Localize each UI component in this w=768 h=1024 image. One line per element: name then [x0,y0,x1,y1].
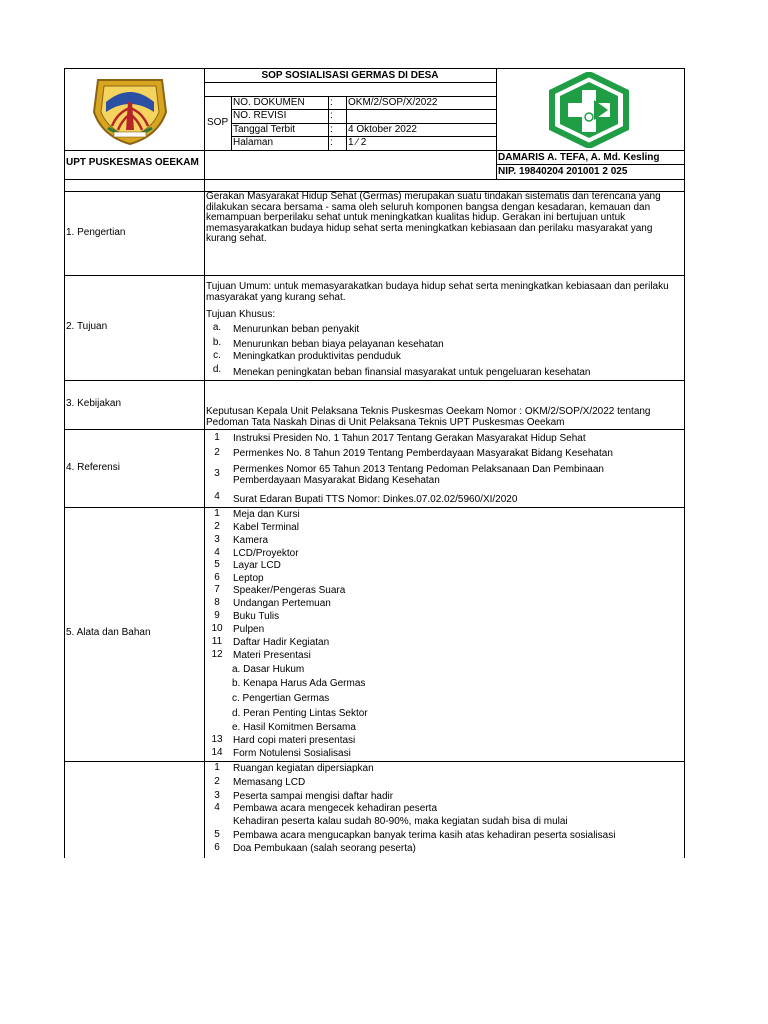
list-item: LCD/Proyektor [233,548,299,559]
issue-date-colon: : [330,124,333,135]
list-item-number: 2 [214,776,220,787]
tujuan-khusus-label: Tujuan Khusus: [206,309,276,320]
kebijakan-text: Keputusan Kepala Unit Pelaksana Teknis Puskesmas Oeekam Nomor : OKM/2/SOP/X/2022 tentang Pedoman Tata Naskah Dinas di Unit Pelaksana Teknis UPT Puskesmas Oeekam [206,406,651,428]
signer-nip: NIP. 19840204 201001 2 025 [498,166,628,177]
list-item-number: 8 [214,597,220,608]
list-item: Undangan Pertemuan [233,598,331,609]
list-item-marker: a. [212,322,222,333]
list-item-number: 1 [214,762,220,773]
page-colon: : [330,137,333,148]
list-item-number: 10 [211,623,223,634]
list-item-marker: c. [213,350,221,361]
list-item-number: 5 [214,829,220,840]
sop-title: SOP SOSIALISASI GERMAS DI DESA [261,70,439,81]
list-item-number: 14 [211,747,223,758]
list-sub-item: d. Peran Penting Lintas Sektor [232,708,368,719]
page-label: Halaman [233,137,274,148]
issue-date-value: 4 Oktober 2022 [348,124,417,135]
regional-seal-logo [88,72,172,148]
list-item-number: 3 [214,790,220,801]
list-item: Pembawa acara mengucapkan banyak terima kasih atas kehadiran peserta sosialisasi [233,830,616,841]
list-item: Menekan peningkatan beban finansial masyarakat untuk pengeluaran kesehatan [233,367,591,378]
list-item-note: Kehadiran peserta kalau sudah 80-90%, maka kegiatan sudah bisa di mulai [233,816,568,827]
list-item: Daftar Hadir Kegiatan [233,637,330,648]
doc-number-label: NO. DOKUMEN [233,97,305,108]
list-item: Form Notulensi Sosialisasi [233,748,351,759]
list-item: Layar LCD [233,560,281,571]
organization-name: UPT PUSKESMAS OEEKAM [66,157,199,168]
list-item: Meja dan Kursi [233,509,300,520]
list-item-number: 2 [214,521,220,532]
list-item-number: 5 [214,559,220,570]
list-sub-item: c. Pengertian Germas [232,693,330,704]
list-item-number: 12 [211,649,223,660]
list-item-number: 1 [214,432,220,443]
list-item: Surat Edaran Bupati TTS Nomor: Dinkes.07.02.02/5960/XI/2020 [233,494,518,505]
doc-number-value: OKM/2/SOP/X/2022 [348,97,438,108]
list-item: Menurunkan beban biaya pelayanan kesehatan [233,339,444,350]
section-label-pengertian: 1. Pengertian [66,227,126,238]
revision-label: NO. REVISI [233,110,287,121]
list-item: Permenkes Nomor 65 Tahun 2013 Tentang Pedoman Pelaksanaan Dan Pembinaan Pemberdayaan Masyarakat Bidang Kesehatan [233,464,604,486]
section-label-kebijakan: 3. Kebijakan [66,398,122,409]
list-item: Menurunkan beban penyakit [233,324,360,335]
section-label-tujuan: 2. Tujuan [66,321,108,332]
signer-name: DAMARIS A. TEFA, A. Md. Kesling [498,152,660,163]
list-item-number: 11 [211,636,223,647]
list-item-number: 7 [214,584,220,595]
list-item: Leptop [233,573,264,584]
list-item-marker: d. [212,364,222,375]
list-item: Materi Presentasi [233,650,311,661]
page-value: 1 ⁄ 2 [348,137,367,148]
list-item: Instruksi Presiden No. 1 Tahun 2017 Tentang Gerakan Masyarakat Hidup Sehat [233,433,586,444]
list-item-number: 3 [214,534,220,545]
list-item: Pembawa acara mengecek kehadiran peserta [233,803,438,814]
section-label-referensi: 4. Referensi [66,462,120,473]
list-item: Pulpen [233,624,265,635]
list-item-number: 4 [214,802,220,813]
list-item-number: 6 [214,842,220,853]
list-sub-item: a. Dasar Hukum [232,664,305,675]
list-item-number: 3 [214,468,220,479]
list-item-number: 4 [214,491,220,502]
sop-label: SOP [207,117,229,128]
list-item: Permenkes No. 8 Tahun 2019 Tentang Pemberdayaan Masyarakat Bidang Kesehatan [233,448,613,459]
list-item-number: 4 [214,547,220,558]
list-item: Doa Pembukaan (salah seorang peserta) [233,843,416,854]
list-item: Hard copi materi presentasi [233,735,356,746]
list-sub-item: e. Hasil Komitmen Bersama [232,722,356,733]
list-item-number: 2 [214,447,220,458]
list-item-marker: b. [212,337,222,348]
list-item-number: 13 [211,734,223,745]
list-item: Memasang LCD [233,777,306,788]
pengertian-text: Gerakan Masyarakat Hidup Sehat (Germas) merupakan suatu tindakan sistematis dan terencana yang dilakukan secara bersama - sama oleh seluruh komponen bangsa dengan kesadaran, kemauan dan kemampuan berperilaku sehat untuk meningkatkan kualitas hidup. Gerakan ini bertujuan untuk memasyarakatkan budaya hidup sehat serta meningkatkan kebiasaan dan perilaku masyarakat yang kurang sehat. [206,191,661,245]
puskesmas-logo [548,72,630,148]
tujuan-umum-text: Tujuan Umum: untuk memasyarakatkan budaya hidup sehat serta meningkatkan kebiasaan dan perilaku masyarakat yang kurang sehat. [206,281,669,303]
list-sub-item: b. Kenapa Harus Ada Germas [232,678,366,689]
list-item: Peserta sampai mengisi daftar hadir [233,791,394,802]
issue-date-label: Tanggal Terbit [233,124,296,135]
list-item-number: 1 [214,508,220,519]
revision-colon: : [330,110,333,121]
list-item-number: 9 [214,610,220,621]
list-item: Speaker/Pengeras Suara [233,585,346,596]
list-item: Ruangan kegiatan dipersiapkan [233,763,374,774]
list-item: Meningkatkan produktivitas penduduk [233,351,401,362]
list-item: Kamera [233,535,269,546]
list-item-number: 6 [214,572,220,583]
list-item: Kabel Terminal [233,522,299,533]
section-label-alat: 5. Alata dan Bahan [66,627,151,638]
doc-number-colon: : [330,97,333,108]
list-item: Buku Tulis [233,611,280,622]
